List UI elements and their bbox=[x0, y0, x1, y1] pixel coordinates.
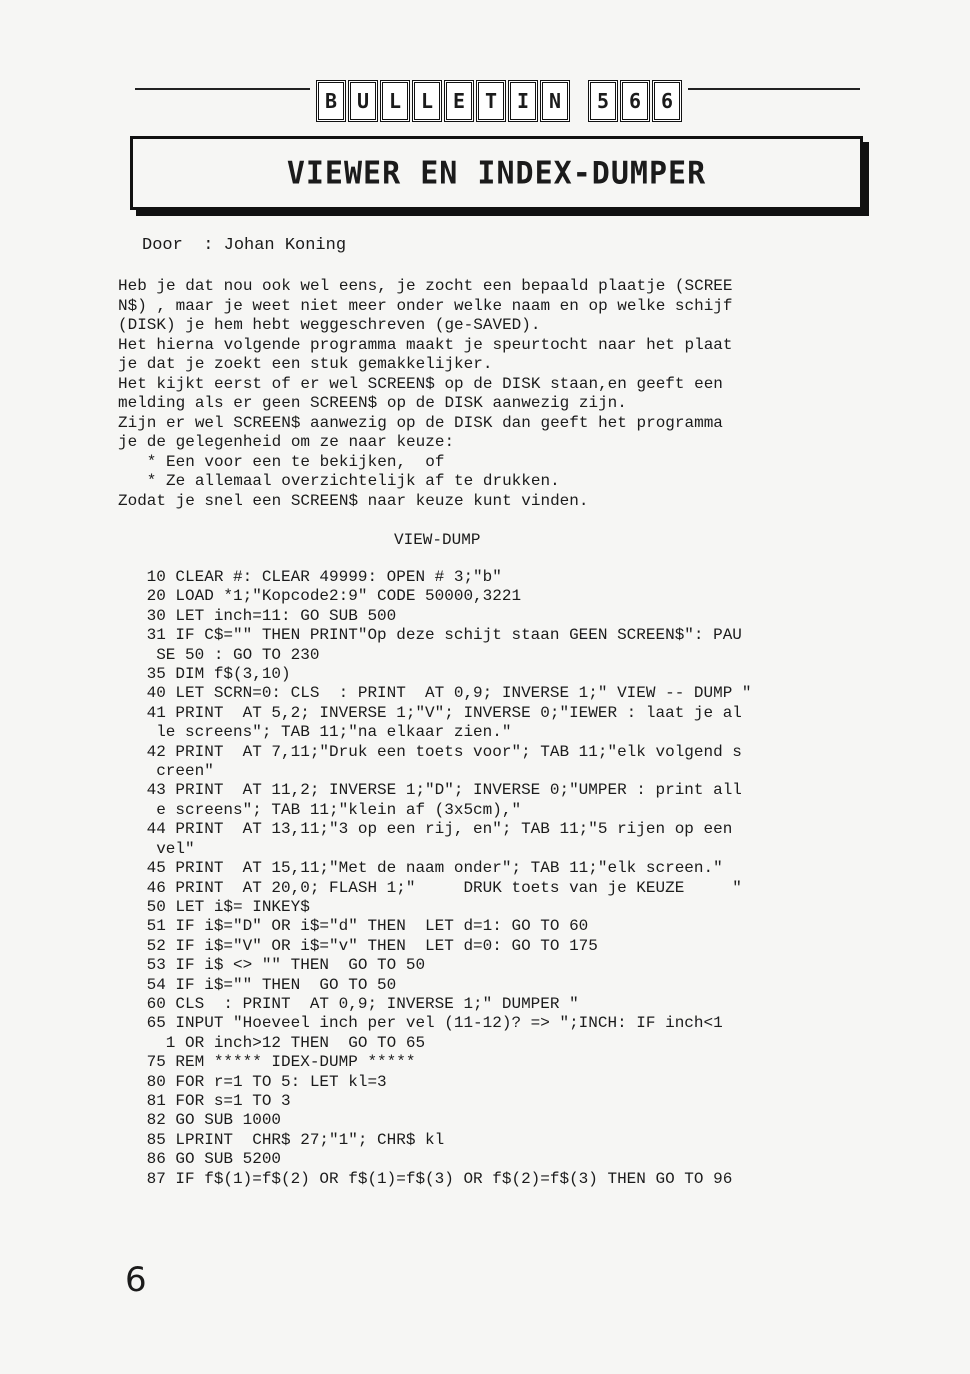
page-number: 6 bbox=[125, 1260, 147, 1300]
intro-line: * Ze allemaal overzichtelijk af te drukken. bbox=[118, 472, 560, 490]
intro-line: je dat je zoekt een stuk gemakkelijker. bbox=[118, 355, 493, 373]
code-line: 82 GO SUB 1000 bbox=[137, 1111, 282, 1130]
code-line: 80 FOR r=1 TO 5: LET kl=3 bbox=[137, 1072, 387, 1091]
article-title-box bbox=[130, 136, 863, 210]
intro-line: Het kijkt eerst of er wel SCREEN$ op de DISK staan,en geeft een bbox=[118, 374, 723, 393]
article-title: VIEWER EN INDEX-DUMPER bbox=[286, 154, 707, 192]
masthead-letter: B bbox=[316, 80, 346, 122]
code-line: SE 50 : GO TO 230 bbox=[137, 645, 320, 664]
code-line: 65 INPUT "Hoeveel inch per vel (11-12)? => ";INCH: IF inch<1 bbox=[137, 1014, 723, 1033]
masthead-letter: T bbox=[476, 80, 506, 122]
code-line: 1 OR inch>12 THEN GO TO 65 bbox=[137, 1033, 426, 1052]
bulletin-masthead bbox=[310, 80, 688, 120]
masthead-letter: I bbox=[508, 80, 538, 122]
code-line: 43 PRINT AT 11,2; INVERSE 1;"D"; INVERSE 0;"UMPER : print all bbox=[137, 781, 742, 800]
basic-listing bbox=[137, 568, 862, 1189]
code-line: 87 IF f$(1)=f$(2) OR f$(1)=f$(3) OR f$(2)=f$(3) THEN GO TO 96 bbox=[137, 1169, 733, 1188]
code-line: 86 GO SUB 5200 bbox=[137, 1150, 282, 1169]
code-line: vel" bbox=[137, 839, 195, 858]
intro-line: je de gelegenheid om ze naar keuze: bbox=[118, 433, 455, 451]
code-line: 45 PRINT AT 15,11;"Met de naam onder"; TAB 11;"elk screen." bbox=[137, 859, 723, 878]
code-line: 40 LET SCRN=0: CLS : PRINT AT 0,9; INVERSE 1;" VIEW -- DUMP " bbox=[137, 684, 752, 703]
code-line: 31 IF C$="" THEN PRINT"Op deze schijt staan GEEN SCREEN$": PAU bbox=[137, 626, 742, 645]
code-line: creen" bbox=[137, 762, 214, 781]
code-line: 42 PRINT AT 7,11;"Druk een toets voor"; TAB 11;"elk volgend s bbox=[137, 742, 742, 761]
code-line: 35 DIM f$(3,10) bbox=[137, 665, 291, 684]
intro-line: Zodat je snel een SCREEN$ naar keuze kunt vinden. bbox=[118, 491, 589, 510]
code-line: 20 LOAD *1;"Kopcode2:9" CODE 50000,3221 bbox=[137, 587, 522, 606]
intro-line: Het hierna volgende programma maakt je speurtocht naar het plaat bbox=[118, 335, 733, 354]
intro-line: melding als er geen SCREEN$ op de DISK aanwezig zijn. bbox=[118, 394, 627, 412]
masthead-letter: N bbox=[540, 80, 570, 122]
author-line: Door : Johan Koning bbox=[142, 236, 347, 255]
code-line: 44 PRINT AT 13,11;"3 op een rij, en"; TAB 11;"5 rijen op een bbox=[137, 820, 733, 839]
code-line: 54 IF i$="" THEN GO TO 50 bbox=[137, 975, 397, 994]
masthead-number-digit: 6 bbox=[620, 80, 650, 122]
masthead-letter: L bbox=[412, 80, 442, 122]
intro-line: (DISK) je hem hebt weggeschreven (ge-SAVED). bbox=[118, 316, 541, 334]
code-line: 50 LET i$= INKEY$ bbox=[137, 897, 310, 916]
masthead-letter: L bbox=[380, 80, 410, 122]
code-line: 46 PRINT AT 20,0; FLASH 1;" DRUK toets van je KEUZE " bbox=[137, 878, 742, 897]
code-line: 10 CLEAR #: CLEAR 49999: OPEN # 3;"b" bbox=[137, 568, 502, 586]
masthead-letter: U bbox=[348, 80, 378, 122]
code-line: 41 PRINT AT 5,2; INVERSE 1;"V"; INVERSE 0;"IEWER : laat je al bbox=[137, 703, 742, 722]
code-line: 53 IF i$ <> "" THEN GO TO 50 bbox=[137, 956, 426, 975]
code-line: 51 IF i$="D" OR i$="d" THEN LET d=1: GO TO 60 bbox=[137, 917, 589, 936]
code-line: le screens"; TAB 11;"na elkaar zien." bbox=[137, 723, 512, 742]
code-line: 60 CLS : PRINT AT 0,9; INVERSE 1;" DUMPER " bbox=[137, 994, 579, 1013]
section-label: VIEW-DUMP bbox=[394, 531, 481, 549]
code-line: 52 IF i$="V" OR i$="v" THEN LET d=0: GO TO 175 bbox=[137, 936, 598, 955]
intro-line: Heb je dat nou ook wel eens, je zocht een bepaald plaatje (SCREE bbox=[118, 277, 733, 295]
code-line: 75 REM ***** IDEX-DUMP ***** bbox=[137, 1053, 416, 1072]
intro-line: N$) , maar je weet niet meer onder welke naam en op welke schijf bbox=[118, 296, 733, 315]
intro-line: * Een voor een te bekijken, of bbox=[118, 452, 445, 471]
intro-paragraph bbox=[118, 277, 863, 511]
masthead-letter: E bbox=[444, 80, 474, 122]
code-line: 30 LET inch=11: GO SUB 500 bbox=[137, 606, 397, 625]
intro-line: Zijn er wel SCREEN$ aanwezig op de DISK dan geeft het programma bbox=[118, 413, 723, 432]
code-line: 81 FOR s=1 TO 3 bbox=[137, 1091, 291, 1110]
code-line: e screens"; TAB 11;"klein af (3x5cm)," bbox=[137, 800, 522, 819]
masthead-number-digit: 6 bbox=[652, 80, 682, 122]
masthead-number-digit: 5 bbox=[588, 80, 618, 122]
code-line: 85 LPRINT CHR$ 27;"1"; CHR$ kl bbox=[137, 1130, 445, 1149]
